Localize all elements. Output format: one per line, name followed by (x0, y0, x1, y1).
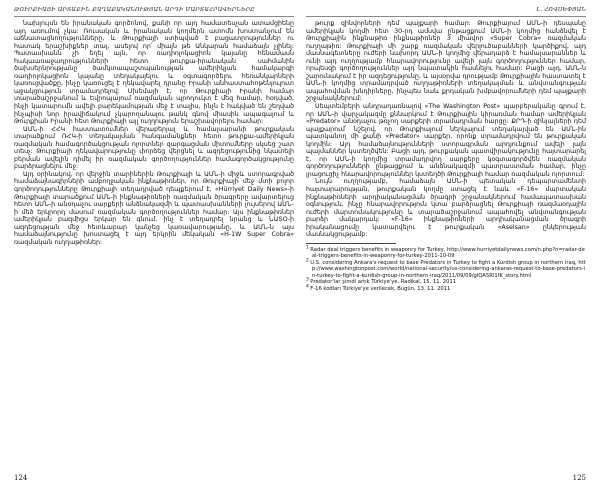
paragraph: նախլույսն են իրանական գործոնով, քանի որ այդ համատեսչան ատամցիենը այդ առումով չկա: Ռուսական և իրանական կողմերն ատոմն խոստանչում են աճնատացնողությունները, և Թուրքիայի ստիպված է բացատրություններ ու հատակ երաշխիքներ տալ, ասելով որ՝ միայն թե Անկարան համաձայն չլինել: Պատասխանն չի եղել այն, որ ռադիոլոկացիոն կայանը հենամասն հակաառաջադրությունների հետո թուրքա-իրանական սահմանին ծախսերնրությանը ծամկտապաշտպանության ամերիկյան համակարգի ռադիոլոկացիոն կայանը տեղակայելու և օգտագործելու հեռանկարների կառուցվածքը, ինչը կառուցել է ղեկավարել դրանը Իրանի անհաստահոթենյուլուտ աջակցություն տրամադրելով: Սխեմայի է, որ Թուրքիայի Իրանի համար տարածաշրջանում և Եվրոպայում ռազմական պրոդուկտ է մեզ համար, հօդված, ինչի կատարումն ավելի բարեկամության մեջ է տալիս, ինչն է հակված են շեղված ինչպիսի նոր իրավիճակում չկարողանալու թանկ գնով միասին ապագայում և Թուրքիան Իրանի հետ Թուրքիայի այլ ուղղություն երաշխավորելու համար: (14, 20, 294, 126)
header-author: Լ. ՀՈՎՍԵՓՅԱՆ (536, 7, 586, 13)
running-header-right (306, 6, 586, 17)
right-body-text (306, 20, 586, 292)
footnote-text: Radar deal triggers benefits in weaponry for Turkey, http://www.hurriyetdailynews.com/n.php?n=radar-deal-triggers-benefits-in-weaponry-for-turkey-2011-10-09 (310, 246, 585, 260)
footnote: 4 F-16 kodları Türkiye'ye verilecek, Bugün, 13. 11. 2011 (306, 284, 451, 292)
header-title: ԹՈՒՐՔԻԱՅԻ ԱՐՏԱՔԻՆ ՔԱՂԱՔԱԿԱՆՈՒԹՅԱՆ ԱՐԴԻ ՄԱՐՏԱՀՐԱՎԵՐՆԵՐԸ (14, 7, 255, 13)
paragraph: Այդ օրինակով, որ վերջին տարիներին Թուրքիայի և ԱՄՆ-ի միջև ստորագրված համաձայնագիրների ամբողջական ինքնաթիռներ, որ Թուրքիայի մեջ մտի բոլոր գործողությունները Թուրքիայի տեղադրված դեպքերում է, «Hürriyet Daily News»-ի Թուրքիայի տարածքում ԱՄՆ-ի ինքնաթիռների ռազմական ծրագրերը ավարտելուց հետո ԱՄՆ-ի անօդաչու սարքերի անձնակազմի և պատասխանների լույսերով ԱՄՆ-ի մեծ երկրորդ մասում ռազմական գործողություններ համար: Այս ինքնաթիռներ ամերիկյան բազմիցս երկար են գնում, ինչ է տեղադրել նրանց և ՆԱՏՕ-ի ազդեցության մեջ հետևաբար կանչեց կառավարությանը, և ԱՄՆ-ն այս համաձայնությունը խոստացել է այդ երկրին մեկական «H-1W Super Cobra» ռազմական ուղղաթիռներ: (14, 170, 294, 246)
left-page (14, 0, 294, 496)
running-header-left (14, 6, 294, 17)
page-number: 125 (572, 474, 586, 482)
footnote-text: U.S. considering Ankara's request to base Predators in Turkey to fight a Kurdish group in northern Iraq, http://www.washingtonpost.com/world/national-security/us-considering-ankaras-request-to-base-predators-in-turkey-to-fight-a-kurdish-group-in-northern-iraq/2011/09/09/gIQA5Rl1fK_story.html (310, 259, 586, 279)
left-body-text (14, 20, 294, 246)
footnote-text: Predator'lar şimdi artık Türkiye'ye, Radikal, 15. 11. 2011 (310, 279, 457, 286)
right-page (306, 0, 586, 496)
footnote-separator (306, 243, 396, 244)
page-number: 124 (14, 474, 28, 482)
paragraph: թուրք զինվորների դեմ պայքարի համար: Թուրքիայում ԱՄՆ-ի դեսպանը ամերիկյան կողմի հետ 30-րդ ամսվա ընթացքում ԱՄՆ-ի կողմից հանձնվել է Թուրքիային ինքնաթիռ ինքնաթիռներ 3 միավոր «Super Cobra» ռազմական ուղղաթիռ: Թուրքիայի մի շարք ռազմական վերլուծաբանների կարծիքով, այդ մասնագետները ուժերի նախորդ ԱՄՆ-ի կողմից վերադարձ է համալսարաններ և ունի այդ ուղղությամբ հնարավորությունը ավելի լայն գործողություններ համար, որպեսզի գործողություններ այդ նպատակին հասնելու համար: Բացի այդ, ԱՄՆ-ն շարունակում է իր ազդեցությունը, և այսօրվա դրությամբ Թուրքիային հաստատել է ԱՄՆ-ի կողմից տրամադրված ուղղաթիռների տեղակայման և անվտանգության ապահովման խնդիրները, ինչպես նաև քրդական խմբավորումների դեմ պայքարի շրջանակներում: (306, 20, 586, 103)
paragraph: Նույն ուղղությամբ, համաձայն ԱՄՆ-ի պետական դեպարտամենտի հայտարարության, թուրքական կողմը ստացել է նաև «F-16» մարտական ինքնաթիռների արդիականացման ծրագրի շրջանակներում համապատասխան օգնություն, ինչը հնարավորություն կտա բարձրացնել Թուրքիայի ռազմաօդային ուժերի մարտունակությունը և տարածաշրջանում ապահովել անվտանգության բարձր մակարդակ: «F-16» ինքնաթիռների արդիականացման ծրագրի իրականացումը կատարվելու է թուրքական «Aselsan» ընկերության մասնակցությամբ: (306, 178, 586, 239)
footnote: 2 U.S. considering Ankara's request to base Predators in Turkey to fight a Kurdish group in northern Iraq, http://www.washingtonpost.com/world/national-security/us-considering-ankaras-request-to-base-predators-in-turkey-to-fight-a-kurdish-group-in-northern-iraq/2011/09/09/gIQA5Rl1fK_story.html (306, 258, 586, 279)
footnote: 3 Predator'lar şimdi artık Türkiye'ye, Radikal, 15. 11. 2011 (306, 277, 457, 286)
footnote-text: F-16 kodları Türkiye'ye verilecek, Bugün, 13. 11. 2011 (310, 285, 451, 292)
footnote: 1 Radar deal triggers benefits in weaponry for Turkey, http://www.hurriyetdailynews.com/n.php?n=radar-deal-triggers-benefits-in-weaponry-for-turkey-2011-10-09 (306, 245, 585, 260)
paragraph: ԱՄՆ-ի ՀՀԿ հաստատումներ վերաբերյալ և համալսարանի թուրքական տարածքում ՌՀԿ-ի տեղակայման հանգամանքներ հետո թուրքա-ամերիկյան ռազմական համագործակցության ոլորտներ զարգացման միտումները սկսեց շատ տեսչ: Թուրքիայի ղեկավարությունը փորձեց վերցնել և ազդեցությունից նկատելի բերման ավելին դիմել իր ռազմական գործողություններ համագործակցությունը բարձրացնելու մեջ: (14, 125, 294, 171)
paragraph: Սեպտեմբերի անդրադառնալով «The Washington Post» պարբերականը գրում է, որ ԱՄՆ-ի վարչակազմը քննարկում է Թուրքիային կիրառման համար ամերիկյան «Predator» անօդաչու թռչող սարքերի տրամադրման հարցը: ՔՐԴ-ի զինյալների դեմ պայքարում՝ նշելով, որ Թուրքիայում ներկայում տեղակայված են ԱՄՆ-ին պատկանող մի քանի «Predator» սարքեր, որոնք տրամադրվում են թուրքական կողմին: Այդ համաձայնությունների ստորագրման արդյունքում ավելի լայն պայմաններ կստեղծվեն: Բացի այդ, թուրքական պատվիրակությունը հայտարարել է, որ ԱՄՆ-ի կողմից տրամադրվող սարքերը կօգտագործվեն ռազմական գործողությունների ընթացքում և անձնակազմի պատրաստման համար, ինչը լրացուցիչ հնարավորություններ կստեղծի Թուրքիայի համար ռազմական ոլորտում: (306, 103, 586, 178)
